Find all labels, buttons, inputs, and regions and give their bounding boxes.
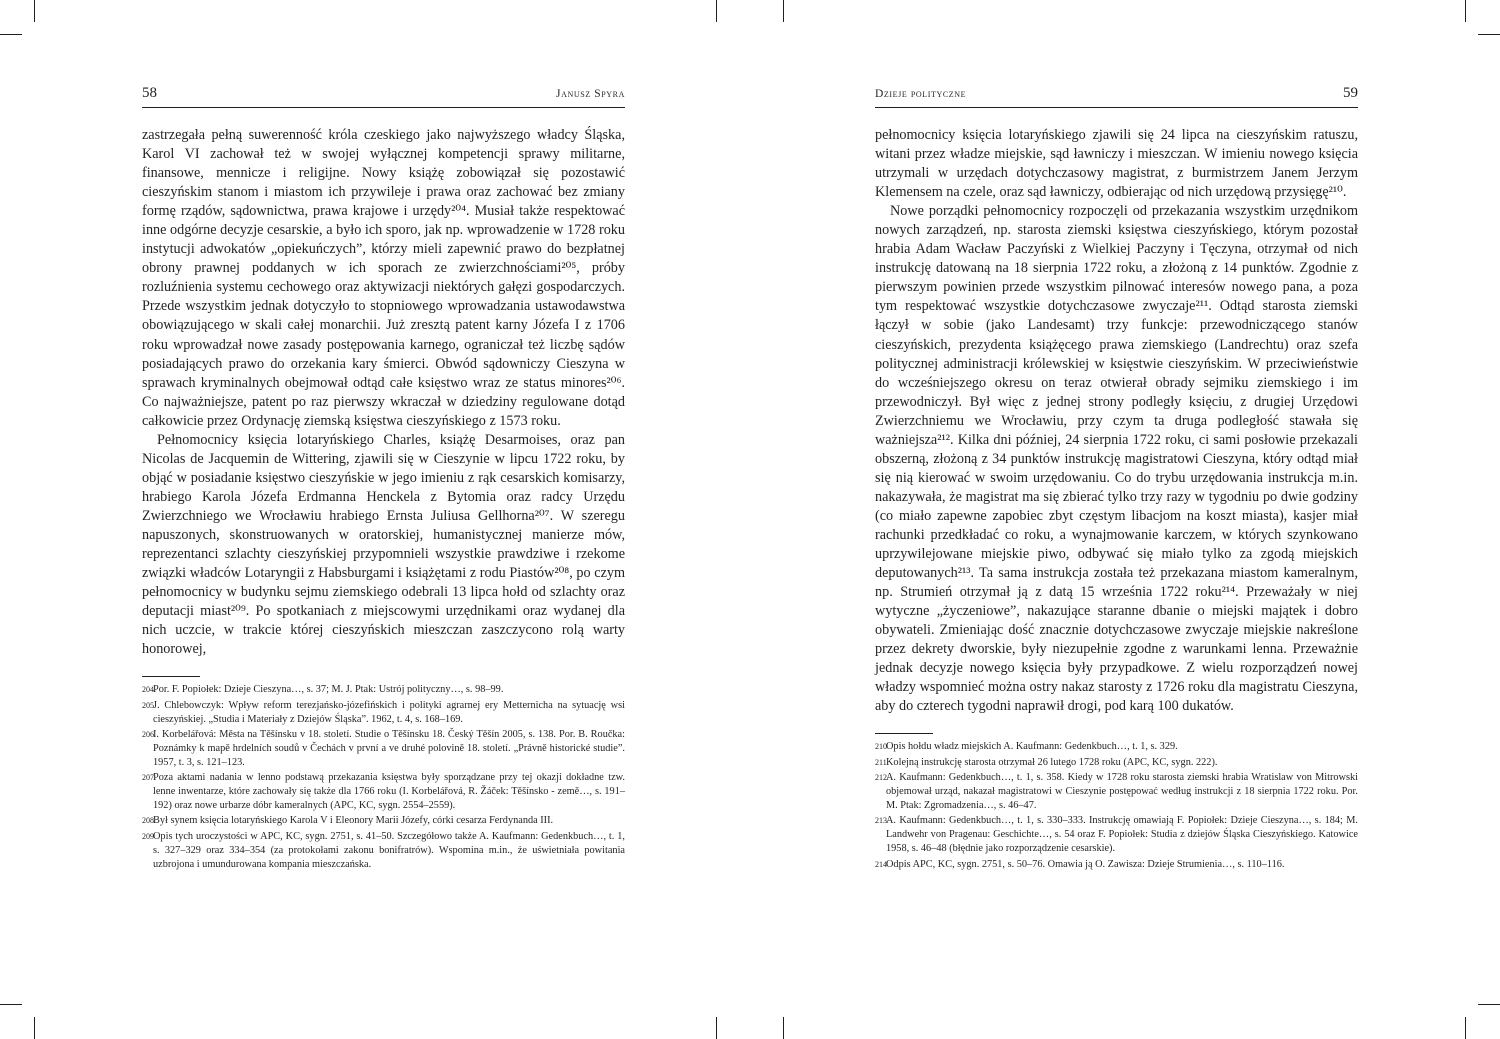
page-number: 58 (142, 85, 157, 101)
footnote (142, 771, 625, 813)
body-text (142, 126, 625, 659)
footnote (142, 683, 625, 697)
crop-mark (1478, 1004, 1500, 1005)
crop-mark (783, 1017, 784, 1039)
footnote-mark: 213 (875, 816, 887, 826)
crop-mark (1465, 1017, 1466, 1039)
footnote (875, 771, 1358, 813)
footnote-rule (875, 733, 933, 734)
crop-mark (1465, 0, 1466, 22)
footnote-mark: 214 (875, 859, 887, 869)
footnote-text: Por. F. Popiołek: Dzieje Cieszyna…, s. 37; M. J. Ptak: Ustrój polityczny…, s. 98–99. (153, 684, 504, 696)
footnote-mark: 210 (875, 742, 887, 752)
footnote-text: Był synem księcia lotaryńskiego Karola V i Eleonory Marii Józefy, córki cesarza Ferdynanda III. (153, 815, 554, 827)
footnotes (142, 683, 625, 871)
footnote (142, 830, 625, 872)
footnote-mark: 204 (142, 685, 154, 695)
footnote-text: Poza aktami nadania w lenno podstawą przekazania księstwa były sporządzane przy tej okazji dokładne tzw. lenne inwentarze, które zachowały się także dla 1766 roku (I. Korbelářová, R. Žáček: Těšínsko - země…, s. 191–192) oraz nowe urbarze dóbr kameralnych (APC, KC, sygn. 2554–2559). (153, 772, 625, 812)
left-page (142, 85, 625, 873)
footnote-mark: 211 (875, 757, 887, 767)
footnote (142, 699, 625, 727)
footnote-mark: 206 (142, 730, 154, 740)
footnote (875, 756, 1358, 770)
footnote-text: J. Chlebowczyk: Wpływ reform terezjańsko-józefińskich i polityki agrarnej ery Metternicha na sytuację wsi cieszyńskiej. „Studia i Materiały z Dziejów Śląska”. 1962, t. 4, s. 168–169. (153, 699, 625, 725)
crop-mark (783, 0, 784, 22)
paragraph: pełnomocnicy księcia lotaryńskiego zjawili się 24 lipca na cieszyńskim ratuszu, witani przez władze miejskie, sąd ławniczy i mieszczan. W imieniu nowego księcia utrzymali w urzędach dotychczasowy magistrat, z burmistrzem Janem Jerzym Klemensem na czele, oraz sąd ławniczy, odbierając od nich urzędową przysięgę²¹⁰. (875, 127, 1358, 201)
body-text (875, 126, 1358, 716)
crop-mark (1478, 34, 1500, 35)
running-head: Janusz Spyra (556, 88, 625, 100)
footnote-text: Opis tych uroczystości w APC, KC, sygn. 2751, s. 41–50. Szczegółowo także A. Kaufmann: Gedenkbuch…, t. 1, s. 327–329 oraz 334–354 (za protokołami zakonu bonifratrów). Wspomina m.in., że uświetniała powitania uzbrojona i umundurowana kompania mieszczańska. (153, 830, 625, 870)
footnote-text: Odpis APC, KC, sygn. 2751, s. 50–76. Omawia ją O. Zawisza: Dzieje Strumienia…, s. 110–116. (886, 858, 1285, 870)
paragraph: Pełnomocnicy księcia lotaryńskiego Charles, książę Desarmoises, oraz pan Nicolas de Jacquemin de Wittering, zjawili się w Cieszynie w lipcu 1722 roku, by objąć w posiadanie księstwo cieszyńskie w jego imieniu z rąk cesarskich komisarzy, hrabiego Karola Józefa Erdmanna Henckela z Bytomia oraz radcy Urzędu Zwierzchniego we Wrocławiu hrabiego Ernsta Juliusa Gellhorna²⁰⁷. W szeregu napuszonych, skonstruowanych w oratorskiej, humanistycznej manierze mów, reprezentanci szlachty cieszyńskiej przypomnieli wszystkie prawdziwe i rzekome związki władców Lotaryngii z Habsburgami i książętami z rodu Piastów²⁰⁸, po czym pełnomocnicy w budynku sejmu ziemskiego odebrali 13 lipca hołd od szlachty oraz deputacji miast²⁰⁹. Po spotkaniach z miejscowymi urzędnikami oraz wydanej dla nich uczcie, w trakcie której cieszyńskich mieszczan zaszczycono rolą warty honorowej, (142, 431, 625, 658)
footnote-text: Opis hołdu władz miejskich A. Kaufmann: Gedenkbuch…, t. 1, s. 329. (886, 741, 1178, 753)
footnotes (875, 740, 1358, 871)
crop-mark (34, 1017, 35, 1039)
crop-mark (0, 1004, 22, 1005)
footnote-mark: 208 (142, 816, 154, 826)
page-header (142, 85, 625, 108)
crop-mark (0, 34, 22, 35)
footnote-mark: 212 (875, 773, 887, 783)
footnote-mark: 207 (142, 773, 154, 783)
paragraph: zastrzegała pełną suwerenność króla czeskiego jako najwyższego władcy Śląska, Karol VI zachował też w swojej wyłącznej kompetencji sprawy militarne, finansowe, mennicze i religijne. Nowy książę zobowiązał się pozostawić cieszyńskim stanom i miastom ich przywileje i prawa oraz zachować bez zmiany formę rządów, sądownictwa, prawa krajowe i urzędy²⁰⁴. Musiał także respektować inne odgórne decyzje cesarskie, a było ich sporo, jak np. wprowadzenie w 1728 roku instytucji adwokatów „opiekuńczych”, którzy mieli zapewnić prawo do bezpłatnej obrony prawnej poddanych w ich sporach ze zwierzchnościami²⁰⁵, próby rozluźnienia systemu cechowego oraz aktywizacji niektórych gałęzi gospodarczych. Przede wszystkim jednak dotyczyło to stopniowego wprowadzania ustawodawstwa obowiązującego w skali całej monarchii. Już zresztą patent karny Józefa I z 1706 roku wprowadzał nowe zasady postępowania karnego, ograniczał też liczbę sądów posiadających prawo do orzekania kary śmierci. Obwód sądowniczy Cieszyna w sprawach kryminalnych obejmował odtąd całe księstwo wraz ze status minores²⁰⁶. Co najważniejsze, patent po raz pierwszy wkraczał w dziedziny regulowane dotąd całkowicie przez Ordynację ziemską księstwa cieszyńskiego z 1573 roku. (142, 127, 625, 429)
crop-mark (716, 0, 717, 22)
footnote-text: Kolejną instrukcję starosta otrzymał 26 lutego 1728 roku (APC, KC, sygn. 222). (886, 756, 1218, 768)
running-head: Dzieje polityczne (875, 88, 967, 100)
footnote-text: I. Korbelářová: Města na Těšínsku v 18. století. Studie o Těšínsku 18. Český Těšín 2005, s. 138. Por. B. Roučka: Poznámky k mapě hrdelních soudů v Čechách v první a ve druhé polovině 18. století. „Právně historické studie”. 1957, t. 3, s. 121–123. (153, 729, 625, 768)
right-page (875, 85, 1358, 873)
footnote (875, 858, 1358, 872)
footnote (875, 740, 1358, 754)
page-number: 59 (1343, 85, 1358, 101)
footnote-mark: 205 (142, 700, 154, 710)
paragraph: Nowe porządki pełnomocnicy rozpoczęli od przekazania wszystkim urzędnikom nowych zarządzeń, np. starosta ziemski księstwa cieszyńskiego, którym pozostał hrabia Adam Wacław Paczyński z Wielkiej Paczyny i Tęczyna, otrzymał od nich instrukcję datowaną na 18 sierpnia 1722 roku, a złożoną z 14 punktów. Zgodnie z pierwszym powinien przede wszystkim pilnować interesów nowego pana, a poza tym respektować wszystkie dotychczasowe zwyczaje²¹¹. Odtąd starosta ziemski łączył w sobie (jako Landesamt) trzy funkcje: przewodniczącego stanów cieszyńskich, prezydenta książęcego prawa ziemskiego (Landrechtu) oraz szefa politycznej administracji królewskiej w księstwie cieszyńskim. W przeciwieństwie do wcześniejszego okresu on teraz otwierał obrady sejmiku ziemskiego i im przewodniczył. Był więc z jednej strony podległy księciu, z drugiej Urzędowi Zwierzchniemu we Wrocławiu, przy czym ta druga podległość stawała się ważniejsza²¹². Kilka dni później, 24 sierpnia 1722 roku, ci sami posłowie przekazali obszerną, złożoną z 34 punktów instrukcję magistratowi Cieszyna, który odtąd miał się nią kierować w swoim urzędowaniu. Co do trybu urzędowania instrukcja m.in. nakazywała, że magistrat ma się zbierać tylko trzy razy w tygodniu po dwie godziny (co miało zapewne zapobiec zbyt częstym libacjom na koszt miasta), kasjer miał rachunki przedkładać co roku, a wynajmowanie karczem, w których szynkowano uprzywilejowane miejskie piwo, odbywać się miało tylko za zgodą miejskich deputowanych²¹³. Ta sama instrukcja została też przekazana miastom kameralnym, np. Strumień otrzymał ją z datą 15 września 1722 roku²¹⁴. Przeważały w niej wytyczne „życzeniowe”, nakazujące staranne dbanie o miejski majątek i dobro obywateli. Zmieniając dość znacznie dotychczasowe zwyczaje miejskie nakreślone przez dekrety dworskie, były niezupełnie zgodne z warunkami lenna. Przeważnie jednak decyzje nowego księcia były przypadkowe. Z wielu rozporządzeń nowej władzy wspomnieć można ostry nakaz starosty z 1726 roku dla magistratu Cieszyna, aby do czterech tygodni naprawił drogi, pod karą 100 dukatów. (875, 203, 1358, 715)
footnote (142, 814, 625, 828)
footnote-text: A. Kaufmann: Gedenkbuch…, t. 1, s. 358. Kiedy w 1728 roku starosta ziemski hrabia Wratislaw von Mitrowski objemował urząd, nakazał magistratowi w Cieszynie postępować według instrukcji z 18 sierpnia 1722 roku. Por. M. Ptak: Zgromadzenia…, s. 46–47. (886, 772, 1358, 812)
crop-mark (716, 1017, 717, 1039)
page-header (875, 85, 1358, 108)
footnote-text: A. Kaufmann: Gedenkbuch…, t. 1, s. 330–333. Instrukcję omawiają F. Popiołek: Dzieje Cieszyna…, s. 184; M. Landwehr von Pragenau: Geschichte…, s. 54 oraz F. Popiołek: Studia z dziejów Śląska Cieszyńskiego. Katowice 1958, s. 46–48 (błędnie jako rozporządzenie cesarskie). (886, 815, 1358, 855)
footnote-rule (142, 676, 200, 677)
crop-mark (34, 0, 35, 22)
footnote (875, 814, 1358, 856)
footnote (142, 728, 625, 770)
footnote-mark: 209 (142, 831, 154, 841)
